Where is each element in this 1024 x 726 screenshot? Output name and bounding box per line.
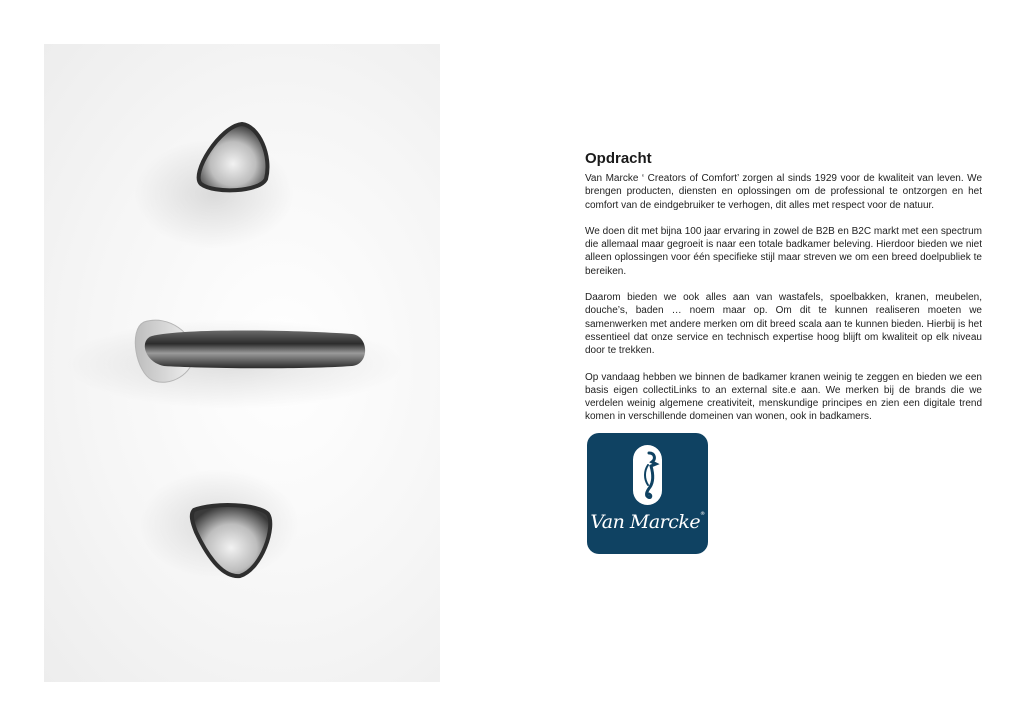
- door-handle-photo: [44, 44, 440, 682]
- paragraph-today: Op vandaag hebben we binnen de badkamer kranen weinig te zeggen en bieden we een basis eigen collectiLinks to an external site.e aan. We merken bij de brands die we verdelen weinig algemene creativiteit, menskundige principes en zien een digitale trend komen in verschillende domeinen van wonen, ook in badkamers.: [585, 371, 982, 423]
- text-column: [585, 150, 982, 437]
- logo-wordmark: Van Marcke®: [590, 511, 705, 533]
- paragraph-experience: We doen dit met bijna 100 jaar ervaring in zowel de B2B en B2C markt met een spectrum die allemaal maar gegroeit is naar een totale badkamer beleving. Hierdoor bieden we niet alleen oplossingen voor één specifieke stijl maar streven we om een breed doelpubliek te bereiken.: [585, 225, 982, 277]
- paragraph-intro: Van Marcke ‘ Creators of Comfort’ zorgen al sinds 1929 voor de kwaliteit van leven. We brengen producten, diensten en oplossingen om de professional te ontzorgen en het comfort van de eindgebruiker te verhogen, dit alles met respect voor de natuur.: [585, 173, 982, 211]
- section-heading: Opdracht: [585, 150, 652, 167]
- van-marcke-logo: [587, 433, 708, 554]
- top-knob: [199, 124, 268, 190]
- lever-handle: [145, 331, 365, 369]
- paragraph-offer: Daarom bieden we ook alles aan van wastafels, spoelbakken, kranen, meubelen, douche’s, baden … noem maar op. Om dit te kunnen realiseren moeten we samenwerken met andere merken om dit breed scala aan te kunnen bieden. Hierbij is het essentieel dat onze service en technisch expertise hoog blijft om kwaliteit op elk niveau door te trekken.: [585, 292, 982, 357]
- seahorse-icon: [633, 445, 662, 505]
- door-handle-illustration: [44, 44, 440, 682]
